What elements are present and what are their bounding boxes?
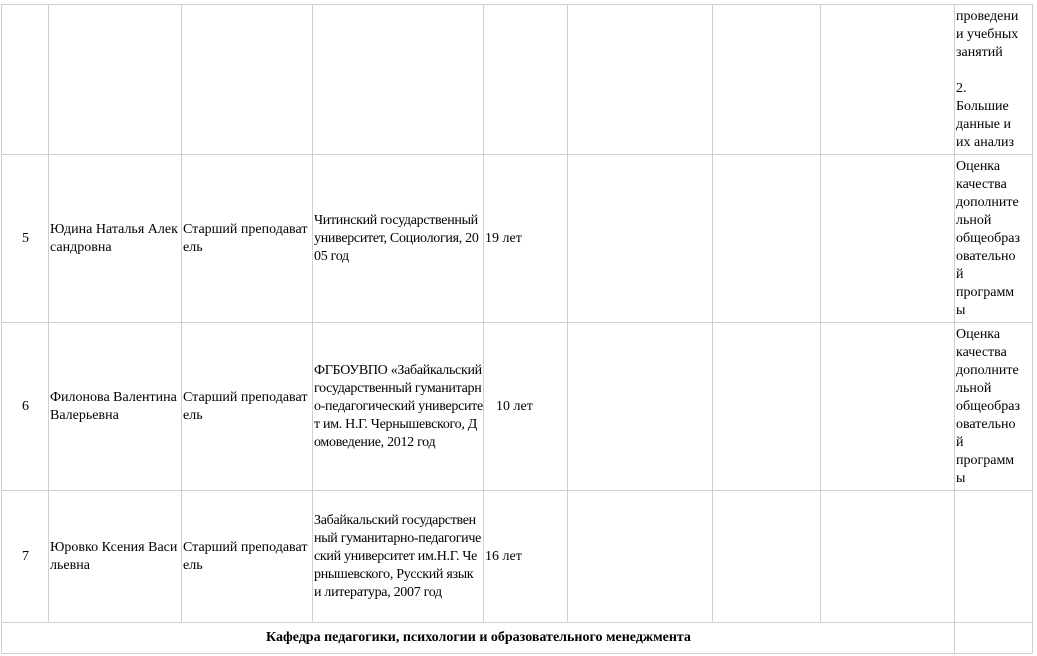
notes-line: льной (956, 380, 992, 396)
empty-cell (821, 5, 955, 155)
notes-line: ы (956, 302, 966, 318)
notes-line: Оценка (956, 158, 1001, 174)
department-row (2, 623, 1033, 654)
notes-line: качества (956, 176, 1007, 192)
department-title: Кафедра педагогики, психологии и образовательного менеджмента (2, 623, 955, 654)
teacher-experience: 19 лет (484, 155, 568, 323)
notes-line: й (956, 434, 964, 450)
row-number: 5 (2, 155, 49, 323)
notes-line: программ (956, 284, 1015, 300)
notes-line: 2. (956, 80, 967, 96)
teacher-notes (955, 491, 1033, 623)
table-row (2, 323, 1033, 491)
empty-cell (568, 155, 713, 323)
teacher-name (49, 5, 182, 155)
empty-cell (713, 155, 821, 323)
row-number: 6 (2, 323, 49, 491)
row-number (2, 5, 49, 155)
empty-cell (713, 5, 821, 155)
teacher-position: Старший преподаватель (182, 491, 313, 623)
notes-line: овательно (956, 248, 1016, 264)
teacher-education (313, 5, 484, 155)
teacher-notes (955, 155, 1033, 323)
notes-line: общеобраз (956, 398, 1020, 414)
notes-line: й (956, 266, 964, 282)
notes-line: их анализ (956, 134, 1015, 150)
teacher-experience (484, 5, 568, 155)
teacher-position: Старший преподаватель (182, 323, 313, 491)
teacher-education: Забайкальский государственный гуманитарно-педагогический университет им.Н.Г. Чернышевского, Русский язык и литература, 2007 год (313, 491, 484, 623)
teacher-experience: 10 лет (484, 323, 568, 491)
empty-cell (713, 323, 821, 491)
teacher-name: Юровко Ксения Васильевна (49, 491, 182, 623)
notes-line: дополните (956, 362, 1019, 378)
notes-line: занятий (956, 44, 1003, 60)
notes-line: данные и (956, 116, 1011, 132)
notes-line: программ (956, 452, 1015, 468)
table-row (2, 5, 1033, 155)
notes-line: проведени (956, 8, 1019, 24)
notes-line: дополните (956, 194, 1019, 210)
empty-cell (568, 323, 713, 491)
staff-table (1, 4, 1033, 654)
teacher-notes (955, 5, 1033, 155)
empty-cell (821, 323, 955, 491)
empty-cell (821, 491, 955, 623)
teacher-experience: 16 лет (484, 491, 568, 623)
empty-cell (568, 5, 713, 155)
table-row (2, 491, 1033, 623)
teacher-notes (955, 323, 1033, 491)
teacher-education: Читинский государственный университет, Социология, 2005 год (313, 155, 484, 323)
notes-line: Оценка (956, 326, 1001, 342)
teacher-education: ФГБОУВПО «Забайкальский государственный гуманитарно-педагогический университет им. Н.Г. Чернышевского, Домоведение, 2012 год (313, 323, 484, 491)
notes-line: ы (956, 470, 966, 486)
notes-line: качества (956, 344, 1007, 360)
empty-cell (955, 623, 1033, 654)
row-number: 7 (2, 491, 49, 623)
empty-cell (568, 491, 713, 623)
teacher-name: Юдина Наталья Александровна (49, 155, 182, 323)
notes-line: общеобраз (956, 230, 1020, 246)
empty-cell (713, 491, 821, 623)
teacher-name: Филонова Валентина Валерьевна (49, 323, 182, 491)
notes-line: и учебных (956, 26, 1019, 42)
teacher-position (182, 5, 313, 155)
notes-line: Большие (956, 98, 1009, 114)
notes-line: овательно (956, 416, 1016, 432)
notes-line: льной (956, 212, 992, 228)
teacher-position: Старший преподаватель (182, 155, 313, 323)
notes-gap (956, 62, 1032, 80)
empty-cell (821, 155, 955, 323)
table-row (2, 155, 1033, 323)
